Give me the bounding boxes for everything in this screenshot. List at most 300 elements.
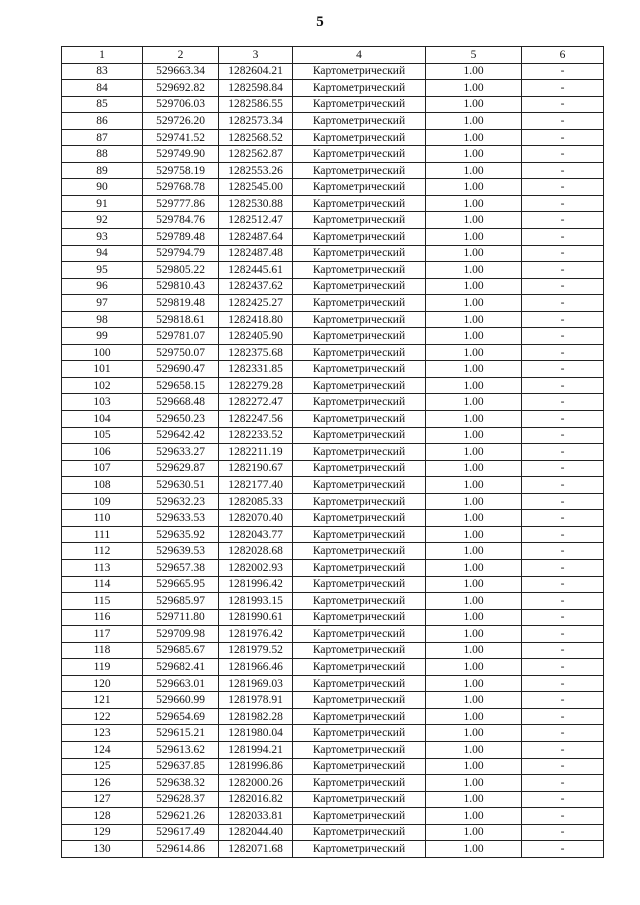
point-number-cell: 98 xyxy=(62,311,143,328)
accuracy-cell: 1.00 xyxy=(426,559,522,576)
x-coordinate-cell: 529638.32 xyxy=(143,775,219,792)
point-number-cell: 90 xyxy=(62,179,143,196)
table-row xyxy=(62,824,604,841)
note-cell: - xyxy=(522,295,604,312)
note-cell: - xyxy=(522,113,604,130)
x-coordinate-cell: 529633.27 xyxy=(143,444,219,461)
accuracy-cell: 1.00 xyxy=(426,179,522,196)
y-coordinate-cell: 1281976.42 xyxy=(219,626,293,643)
accuracy-cell: 1.00 xyxy=(426,411,522,428)
accuracy-cell: 1.00 xyxy=(426,543,522,560)
accuracy-cell: 1.00 xyxy=(426,510,522,527)
y-coordinate-cell: 1281996.42 xyxy=(219,576,293,593)
table-row xyxy=(62,791,604,808)
point-number-cell: 124 xyxy=(62,741,143,758)
table-row xyxy=(62,229,604,246)
table-row xyxy=(62,775,604,792)
accuracy-cell: 1.00 xyxy=(426,162,522,179)
y-coordinate-cell: 1281996.86 xyxy=(219,758,293,775)
table-row xyxy=(62,295,604,312)
table-row xyxy=(62,63,604,80)
method-cell: Картометрический xyxy=(293,675,426,692)
y-coordinate-cell: 1282279.28 xyxy=(219,377,293,394)
y-coordinate-cell: 1282512.47 xyxy=(219,212,293,229)
accuracy-cell: 1.00 xyxy=(426,526,522,543)
point-number-cell: 111 xyxy=(62,526,143,543)
y-coordinate-cell: 1282211.19 xyxy=(219,444,293,461)
y-coordinate-cell: 1282568.52 xyxy=(219,129,293,146)
method-cell: Картометрический xyxy=(293,361,426,378)
table-row xyxy=(62,394,604,411)
x-coordinate-cell: 529819.48 xyxy=(143,295,219,312)
table-row xyxy=(62,212,604,229)
method-cell: Картометрический xyxy=(293,526,426,543)
accuracy-cell: 1.00 xyxy=(426,328,522,345)
y-coordinate-cell: 1281982.28 xyxy=(219,708,293,725)
table-row xyxy=(62,344,604,361)
accuracy-cell: 1.00 xyxy=(426,377,522,394)
point-number-cell: 99 xyxy=(62,328,143,345)
point-number-cell: 114 xyxy=(62,576,143,593)
y-coordinate-cell: 1282586.55 xyxy=(219,96,293,113)
note-cell: - xyxy=(522,708,604,725)
point-number-cell: 88 xyxy=(62,146,143,163)
x-coordinate-cell: 529635.92 xyxy=(143,526,219,543)
method-cell: Картометрический xyxy=(293,692,426,709)
accuracy-cell: 1.00 xyxy=(426,642,522,659)
accuracy-cell: 1.00 xyxy=(426,113,522,130)
y-coordinate-cell: 1282043.77 xyxy=(219,526,293,543)
accuracy-cell: 1.00 xyxy=(426,493,522,510)
x-coordinate-cell: 529805.22 xyxy=(143,262,219,279)
method-cell: Картометрический xyxy=(293,477,426,494)
table-row xyxy=(62,526,604,543)
x-coordinate-cell: 529709.98 xyxy=(143,626,219,643)
method-cell: Картометрический xyxy=(293,377,426,394)
x-coordinate-cell: 529690.47 xyxy=(143,361,219,378)
column-header: 6 xyxy=(522,47,604,64)
method-cell: Картометрический xyxy=(293,96,426,113)
note-cell: - xyxy=(522,80,604,97)
x-coordinate-cell: 529665.95 xyxy=(143,576,219,593)
method-cell: Картометрический xyxy=(293,758,426,775)
method-cell: Картометрический xyxy=(293,741,426,758)
method-cell: Картометрический xyxy=(293,195,426,212)
table-row xyxy=(62,96,604,113)
y-coordinate-cell: 1282375.68 xyxy=(219,344,293,361)
accuracy-cell: 1.00 xyxy=(426,295,522,312)
x-coordinate-cell: 529668.48 xyxy=(143,394,219,411)
y-coordinate-cell: 1282573.34 xyxy=(219,113,293,130)
table-row xyxy=(62,146,604,163)
note-cell: - xyxy=(522,63,604,80)
note-cell: - xyxy=(522,229,604,246)
method-cell: Картометрический xyxy=(293,543,426,560)
y-coordinate-cell: 1281993.15 xyxy=(219,593,293,610)
y-coordinate-cell: 1282553.26 xyxy=(219,162,293,179)
column-header: 2 xyxy=(143,47,219,64)
point-number-cell: 110 xyxy=(62,510,143,527)
y-coordinate-cell: 1282247.56 xyxy=(219,411,293,428)
table-row xyxy=(62,80,604,97)
note-cell: - xyxy=(522,824,604,841)
point-number-cell: 119 xyxy=(62,659,143,676)
x-coordinate-cell: 529758.19 xyxy=(143,162,219,179)
x-coordinate-cell: 529741.52 xyxy=(143,129,219,146)
method-cell: Картометрический xyxy=(293,775,426,792)
table-row xyxy=(62,675,604,692)
table-row xyxy=(62,576,604,593)
coordinates-table xyxy=(61,46,604,858)
x-coordinate-cell: 529615.21 xyxy=(143,725,219,742)
note-cell: - xyxy=(522,526,604,543)
x-coordinate-cell: 529642.42 xyxy=(143,427,219,444)
point-number-cell: 105 xyxy=(62,427,143,444)
y-coordinate-cell: 1282437.62 xyxy=(219,278,293,295)
point-number-cell: 117 xyxy=(62,626,143,643)
accuracy-cell: 1.00 xyxy=(426,394,522,411)
table-row xyxy=(62,113,604,130)
point-number-cell: 84 xyxy=(62,80,143,97)
accuracy-cell: 1.00 xyxy=(426,229,522,246)
x-coordinate-cell: 529777.86 xyxy=(143,195,219,212)
table-row xyxy=(62,162,604,179)
accuracy-cell: 1.00 xyxy=(426,444,522,461)
x-coordinate-cell: 529685.97 xyxy=(143,593,219,610)
x-coordinate-cell: 529682.41 xyxy=(143,659,219,676)
table-row xyxy=(62,626,604,643)
accuracy-cell: 1.00 xyxy=(426,146,522,163)
y-coordinate-cell: 1282598.84 xyxy=(219,80,293,97)
x-coordinate-cell: 529794.79 xyxy=(143,245,219,262)
method-cell: Картометрический xyxy=(293,162,426,179)
y-coordinate-cell: 1281980.04 xyxy=(219,725,293,742)
x-coordinate-cell: 529614.86 xyxy=(143,841,219,858)
method-cell: Картометрический xyxy=(293,576,426,593)
y-coordinate-cell: 1282272.47 xyxy=(219,394,293,411)
method-cell: Картометрический xyxy=(293,824,426,841)
table-row xyxy=(62,361,604,378)
note-cell: - xyxy=(522,394,604,411)
point-number-cell: 113 xyxy=(62,559,143,576)
note-cell: - xyxy=(522,129,604,146)
table-row xyxy=(62,460,604,477)
accuracy-cell: 1.00 xyxy=(426,63,522,80)
column-header: 3 xyxy=(219,47,293,64)
x-coordinate-cell: 529784.76 xyxy=(143,212,219,229)
x-coordinate-cell: 529629.87 xyxy=(143,460,219,477)
note-cell: - xyxy=(522,96,604,113)
x-coordinate-cell: 529810.43 xyxy=(143,278,219,295)
note-cell: - xyxy=(522,493,604,510)
point-number-cell: 115 xyxy=(62,593,143,610)
table-row xyxy=(62,262,604,279)
table-row xyxy=(62,692,604,709)
note-cell: - xyxy=(522,477,604,494)
table-header-row xyxy=(62,47,604,64)
accuracy-cell: 1.00 xyxy=(426,692,522,709)
y-coordinate-cell: 1281966.46 xyxy=(219,659,293,676)
method-cell: Картометрический xyxy=(293,212,426,229)
note-cell: - xyxy=(522,692,604,709)
table-body xyxy=(62,63,604,857)
accuracy-cell: 1.00 xyxy=(426,344,522,361)
note-cell: - xyxy=(522,262,604,279)
note-cell: - xyxy=(522,162,604,179)
note-cell: - xyxy=(522,791,604,808)
x-coordinate-cell: 529630.51 xyxy=(143,477,219,494)
column-header: 5 xyxy=(426,47,522,64)
y-coordinate-cell: 1282445.61 xyxy=(219,262,293,279)
note-cell: - xyxy=(522,675,604,692)
accuracy-cell: 1.00 xyxy=(426,708,522,725)
method-cell: Картометрический xyxy=(293,427,426,444)
method-cell: Картометрический xyxy=(293,626,426,643)
method-cell: Картометрический xyxy=(293,725,426,742)
note-cell: - xyxy=(522,609,604,626)
note-cell: - xyxy=(522,411,604,428)
table-row xyxy=(62,758,604,775)
table-row xyxy=(62,129,604,146)
method-cell: Картометрический xyxy=(293,444,426,461)
y-coordinate-cell: 1282071.68 xyxy=(219,841,293,858)
note-cell: - xyxy=(522,725,604,742)
table-row xyxy=(62,725,604,742)
point-number-cell: 85 xyxy=(62,96,143,113)
table-row xyxy=(62,411,604,428)
x-coordinate-cell: 529750.07 xyxy=(143,344,219,361)
y-coordinate-cell: 1282044.40 xyxy=(219,824,293,841)
table-row xyxy=(62,427,604,444)
accuracy-cell: 1.00 xyxy=(426,791,522,808)
table-row xyxy=(62,278,604,295)
note-cell: - xyxy=(522,179,604,196)
y-coordinate-cell: 1281990.61 xyxy=(219,609,293,626)
point-number-cell: 93 xyxy=(62,229,143,246)
note-cell: - xyxy=(522,642,604,659)
y-coordinate-cell: 1282070.40 xyxy=(219,510,293,527)
note-cell: - xyxy=(522,427,604,444)
accuracy-cell: 1.00 xyxy=(426,262,522,279)
y-coordinate-cell: 1282331.85 xyxy=(219,361,293,378)
method-cell: Картометрический xyxy=(293,559,426,576)
point-number-cell: 106 xyxy=(62,444,143,461)
y-coordinate-cell: 1282418.80 xyxy=(219,311,293,328)
point-number-cell: 92 xyxy=(62,212,143,229)
method-cell: Картометрический xyxy=(293,179,426,196)
point-number-cell: 94 xyxy=(62,245,143,262)
point-number-cell: 116 xyxy=(62,609,143,626)
note-cell: - xyxy=(522,460,604,477)
x-coordinate-cell: 529632.23 xyxy=(143,493,219,510)
accuracy-cell: 1.00 xyxy=(426,675,522,692)
point-number-cell: 123 xyxy=(62,725,143,742)
point-number-cell: 101 xyxy=(62,361,143,378)
y-coordinate-cell: 1282530.88 xyxy=(219,195,293,212)
table-row xyxy=(62,808,604,825)
note-cell: - xyxy=(522,245,604,262)
x-coordinate-cell: 529711.80 xyxy=(143,609,219,626)
x-coordinate-cell: 529663.01 xyxy=(143,675,219,692)
note-cell: - xyxy=(522,344,604,361)
point-number-cell: 118 xyxy=(62,642,143,659)
method-cell: Картометрический xyxy=(293,129,426,146)
y-coordinate-cell: 1282002.93 xyxy=(219,559,293,576)
method-cell: Картометрический xyxy=(293,510,426,527)
note-cell: - xyxy=(522,659,604,676)
method-cell: Картометрический xyxy=(293,328,426,345)
table-row xyxy=(62,245,604,262)
method-cell: Картометрический xyxy=(293,593,426,610)
x-coordinate-cell: 529650.23 xyxy=(143,411,219,428)
accuracy-cell: 1.00 xyxy=(426,245,522,262)
table-row xyxy=(62,543,604,560)
note-cell: - xyxy=(522,510,604,527)
accuracy-cell: 1.00 xyxy=(426,427,522,444)
y-coordinate-cell: 1282604.21 xyxy=(219,63,293,80)
y-coordinate-cell: 1282033.81 xyxy=(219,808,293,825)
point-number-cell: 89 xyxy=(62,162,143,179)
point-number-cell: 91 xyxy=(62,195,143,212)
note-cell: - xyxy=(522,543,604,560)
method-cell: Картометрический xyxy=(293,708,426,725)
x-coordinate-cell: 529658.15 xyxy=(143,377,219,394)
y-coordinate-cell: 1282487.64 xyxy=(219,229,293,246)
x-coordinate-cell: 529768.78 xyxy=(143,179,219,196)
y-coordinate-cell: 1282233.52 xyxy=(219,427,293,444)
point-number-cell: 109 xyxy=(62,493,143,510)
point-number-cell: 108 xyxy=(62,477,143,494)
column-header: 1 xyxy=(62,47,143,64)
point-number-cell: 120 xyxy=(62,675,143,692)
point-number-cell: 126 xyxy=(62,775,143,792)
table-row xyxy=(62,311,604,328)
accuracy-cell: 1.00 xyxy=(426,477,522,494)
x-coordinate-cell: 529663.34 xyxy=(143,63,219,80)
table-row xyxy=(62,642,604,659)
point-number-cell: 86 xyxy=(62,113,143,130)
note-cell: - xyxy=(522,626,604,643)
note-cell: - xyxy=(522,741,604,758)
accuracy-cell: 1.00 xyxy=(426,609,522,626)
note-cell: - xyxy=(522,444,604,461)
table-row xyxy=(62,179,604,196)
method-cell: Картометрический xyxy=(293,808,426,825)
y-coordinate-cell: 1282405.90 xyxy=(219,328,293,345)
accuracy-cell: 1.00 xyxy=(426,576,522,593)
note-cell: - xyxy=(522,361,604,378)
point-number-cell: 107 xyxy=(62,460,143,477)
y-coordinate-cell: 1281978.91 xyxy=(219,692,293,709)
y-coordinate-cell: 1282425.27 xyxy=(219,295,293,312)
x-coordinate-cell: 529613.62 xyxy=(143,741,219,758)
point-number-cell: 125 xyxy=(62,758,143,775)
method-cell: Картометрический xyxy=(293,80,426,97)
note-cell: - xyxy=(522,758,604,775)
method-cell: Картометрический xyxy=(293,311,426,328)
table-row xyxy=(62,593,604,610)
point-number-cell: 130 xyxy=(62,841,143,858)
accuracy-cell: 1.00 xyxy=(426,758,522,775)
point-number-cell: 83 xyxy=(62,63,143,80)
note-cell: - xyxy=(522,278,604,295)
accuracy-cell: 1.00 xyxy=(426,725,522,742)
method-cell: Картометрический xyxy=(293,113,426,130)
accuracy-cell: 1.00 xyxy=(426,824,522,841)
y-coordinate-cell: 1281979.52 xyxy=(219,642,293,659)
accuracy-cell: 1.00 xyxy=(426,775,522,792)
y-coordinate-cell: 1281994.21 xyxy=(219,741,293,758)
x-coordinate-cell: 529637.85 xyxy=(143,758,219,775)
method-cell: Картометрический xyxy=(293,344,426,361)
accuracy-cell: 1.00 xyxy=(426,129,522,146)
y-coordinate-cell: 1282177.40 xyxy=(219,477,293,494)
note-cell: - xyxy=(522,559,604,576)
x-coordinate-cell: 529789.48 xyxy=(143,229,219,246)
point-number-cell: 103 xyxy=(62,394,143,411)
note-cell: - xyxy=(522,808,604,825)
method-cell: Картометрический xyxy=(293,394,426,411)
method-cell: Картометрический xyxy=(293,278,426,295)
accuracy-cell: 1.00 xyxy=(426,460,522,477)
accuracy-cell: 1.00 xyxy=(426,278,522,295)
table-row xyxy=(62,841,604,858)
x-coordinate-cell: 529726.20 xyxy=(143,113,219,130)
method-cell: Картометрический xyxy=(293,609,426,626)
y-coordinate-cell: 1282190.67 xyxy=(219,460,293,477)
table-row xyxy=(62,328,604,345)
x-coordinate-cell: 529633.53 xyxy=(143,510,219,527)
x-coordinate-cell: 529654.69 xyxy=(143,708,219,725)
accuracy-cell: 1.00 xyxy=(426,195,522,212)
accuracy-cell: 1.00 xyxy=(426,626,522,643)
y-coordinate-cell: 1282562.87 xyxy=(219,146,293,163)
table-row xyxy=(62,708,604,725)
point-number-cell: 112 xyxy=(62,543,143,560)
point-number-cell: 128 xyxy=(62,808,143,825)
method-cell: Картометрический xyxy=(293,642,426,659)
method-cell: Картометрический xyxy=(293,460,426,477)
note-cell: - xyxy=(522,377,604,394)
note-cell: - xyxy=(522,841,604,858)
table-row xyxy=(62,493,604,510)
accuracy-cell: 1.00 xyxy=(426,659,522,676)
x-coordinate-cell: 529706.03 xyxy=(143,96,219,113)
note-cell: - xyxy=(522,328,604,345)
method-cell: Картометрический xyxy=(293,659,426,676)
accuracy-cell: 1.00 xyxy=(426,96,522,113)
x-coordinate-cell: 529628.37 xyxy=(143,791,219,808)
point-number-cell: 102 xyxy=(62,377,143,394)
point-number-cell: 127 xyxy=(62,791,143,808)
method-cell: Картометрический xyxy=(293,229,426,246)
point-number-cell: 121 xyxy=(62,692,143,709)
x-coordinate-cell: 529621.26 xyxy=(143,808,219,825)
point-number-cell: 129 xyxy=(62,824,143,841)
column-header: 4 xyxy=(293,47,426,64)
y-coordinate-cell: 1282016.82 xyxy=(219,791,293,808)
accuracy-cell: 1.00 xyxy=(426,80,522,97)
point-number-cell: 104 xyxy=(62,411,143,428)
method-cell: Картометрический xyxy=(293,146,426,163)
table-row xyxy=(62,741,604,758)
accuracy-cell: 1.00 xyxy=(426,808,522,825)
x-coordinate-cell: 529660.99 xyxy=(143,692,219,709)
y-coordinate-cell: 1282028.68 xyxy=(219,543,293,560)
note-cell: - xyxy=(522,311,604,328)
method-cell: Картометрический xyxy=(293,841,426,858)
accuracy-cell: 1.00 xyxy=(426,212,522,229)
